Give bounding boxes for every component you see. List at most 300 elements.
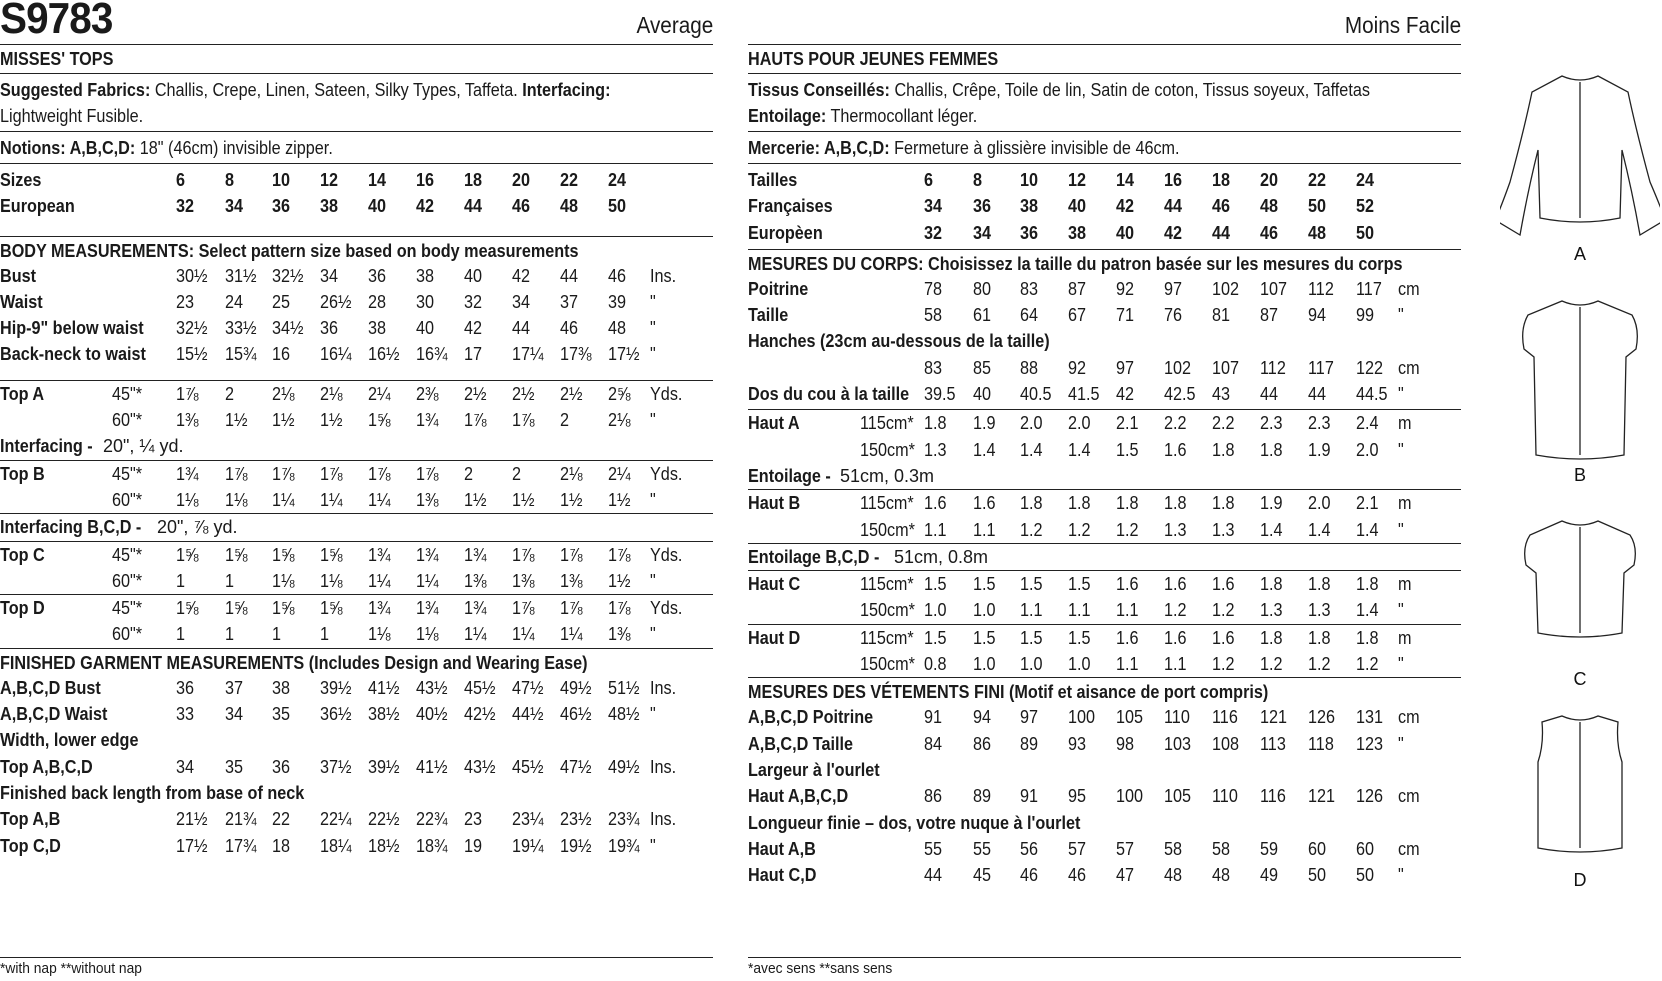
row-label: Top A,B,C,D [0,756,93,777]
size-value: 1.6 [1212,574,1235,595]
size-value: 1.0 [1020,654,1043,675]
yardage-block [748,571,1461,625]
size-value: 50 [1356,222,1375,243]
size-value: 1⅜ [512,570,535,591]
row-text: 51cm, 0.3m [840,465,935,486]
row-label: Sizes [0,170,42,190]
row-label: A,B,C,D Taille [748,733,854,754]
finished-measurements-fr [748,678,1461,888]
garment-title-en: MISSES' TOPS [0,49,114,69]
footnote-fr: *avec sens **sans sens [748,960,893,977]
french-column [748,0,1461,977]
view-label-d: D [1573,870,1587,890]
size-value: 1.8 [1356,627,1379,648]
size-value: 1.2 [1260,654,1283,675]
size-value: 1½ [320,410,343,431]
size-value: 93 [1068,733,1087,754]
english-column [0,0,713,977]
size-value: 1.4 [1356,600,1379,621]
size-value: 108 [1212,733,1240,754]
size-value: 1½ [608,489,631,510]
unit: " [650,624,656,645]
size-value: 1 [176,624,186,645]
body-measurements-fr [748,250,1461,410]
size-value: 1.8 [924,413,947,434]
size-value: 1⅞ [512,544,535,565]
size-value: 36 [320,318,339,339]
unit: m [1398,574,1412,595]
size-value: 1⅝ [320,544,343,565]
size-value: 36 [272,756,291,777]
size-value: 1¾ [416,544,439,565]
size-value: 58 [924,305,943,326]
unit: m [1398,413,1412,434]
size-value: 1.6 [1164,439,1187,460]
size-value: 1.5 [1068,574,1091,595]
size-value: 16 [416,170,435,190]
interfacing-line-fr: Entoilage: Thermocollant léger. [748,106,978,126]
size-value: 19¾ [608,835,640,856]
row-label: A,B,C,D Bust [0,677,101,698]
row-label: Width, lower edge [0,730,139,751]
size-value: 1.8 [1116,493,1139,514]
size-value: 2 [560,410,570,431]
size-value: 2¼ [608,463,631,484]
unit: cm [1398,278,1420,299]
yardage-row [748,490,1461,516]
size-value: 98 [1116,733,1135,754]
size-value: 24 [608,170,627,190]
size-value: 2⅛ [272,383,295,404]
garment-illustrations [1500,70,1660,950]
size-value: 1.2 [1068,519,1091,540]
size-value: 22 [560,170,579,190]
size-value: 1.6 [924,493,947,514]
size-value: 1⅜ [608,624,631,645]
size-value: 57 [1116,838,1135,859]
size-value: 36 [272,196,291,217]
size-value: 1⅜ [560,570,583,591]
size-value: 1.1 [1020,600,1043,621]
size-value: 45½ [464,677,496,698]
size-value: 1.8 [1260,439,1283,460]
size-value: 36 [1020,222,1039,243]
size-value: 1.1 [1116,600,1139,621]
finished-row [748,783,1461,809]
body-row [0,341,713,367]
row-label: Entoilage - [748,465,831,486]
size-value: 1.1 [924,519,947,540]
size-value: 89 [1020,733,1039,754]
size-value: 50 [1356,865,1375,886]
size-value: 112 [1308,278,1334,299]
size-value: 1½ [464,489,487,510]
size-value: 122 [1356,357,1384,378]
size-value: 1½ [560,489,583,510]
size-value: 1.4 [1356,519,1379,540]
row-label: Haut C [748,574,801,595]
body-row [0,263,713,289]
size-value: 1.8 [1308,574,1331,595]
unit: Ins. [650,809,677,830]
size-value: 1.9 [973,413,996,434]
size-value: 28 [368,291,387,312]
size-value: 1¼ [272,489,295,510]
size-value: 91 [924,707,943,728]
size-value: 100 [1068,707,1096,728]
size-value: 116 [1260,786,1286,807]
fabric-width: 150cm* [860,519,915,540]
size-value: 112 [1260,357,1286,378]
size-value: 43 [1212,384,1231,405]
size-value: 31½ [225,265,257,286]
size-value: 16 [1164,170,1183,190]
size-value: 59 [1260,838,1279,859]
size-value: 34 [176,756,195,777]
size-value: 118 [1308,733,1334,754]
yardage-block [748,625,1461,679]
size-value: 1⅛ [368,624,391,645]
size-value: 10 [272,170,291,190]
size-value: 44 [1260,384,1279,405]
size-value: 17¼ [512,344,544,365]
row-label: Top A [0,383,45,404]
size-value: 44 [1164,196,1183,217]
size-value: 46 [1260,222,1279,243]
size-value: 17⅜ [560,344,592,365]
size-row [748,167,1461,193]
size-value: 1.2 [1212,654,1235,675]
row-label: Waist [0,291,43,312]
size-value: 18¼ [320,835,352,856]
size-value: 56 [1020,838,1039,859]
fabrics-block-en [0,74,713,132]
size-value: 49½ [608,756,640,777]
fabric-width: 150cm* [860,439,915,460]
size-value: 34 [225,196,244,217]
yardage-row [0,542,713,568]
size-value: 36½ [320,704,352,725]
size-value: 1.2 [1356,654,1379,675]
unit: Ins. [650,677,677,698]
size-value: 55 [924,838,943,859]
size-value: 41.5 [1068,384,1100,405]
size-value: 42 [416,196,435,217]
size-value: 1⅞ [225,463,248,484]
row-label: European [0,196,75,217]
row-label: Top D [0,598,45,619]
size-value: 22 [272,809,291,830]
top-c-back-view-icon [1525,521,1636,689]
top-d-back-view-icon [1538,716,1622,890]
row-label: Haut D [748,627,801,648]
size-value: 76 [1164,305,1183,326]
size-value: 1¼ [368,489,391,510]
size-value: 46 [1020,865,1039,886]
size-value: 38½ [368,704,400,725]
size-value: 2.0 [1068,413,1091,434]
size-value: 45½ [512,756,544,777]
size-value: 42.5 [1164,384,1196,405]
unit: Yds. [650,463,683,484]
size-value: 24 [1356,170,1375,190]
size-row [0,167,713,193]
size-value: 46 [512,196,531,217]
size-value: 1¼ [368,570,391,591]
row-label: Tailles [748,170,798,190]
row-label: Longueur finie – dos, votre nuque à l'ourlet [748,812,1081,833]
fabric-width: 150cm* [860,654,915,675]
yardage-block [748,490,1461,544]
size-value: 94 [1308,305,1327,326]
size-value: 35 [272,704,291,725]
unit: " [1398,305,1404,326]
unit: cm [1398,838,1420,859]
size-value: 1.6 [1164,574,1187,595]
body-row [748,276,1461,302]
size-value: 46 [1068,865,1087,886]
top-b-back-view-icon [1523,301,1638,485]
size-value: 121 [1260,707,1288,728]
size-value: 1.5 [973,574,996,595]
size-value: 1 [225,570,235,591]
size-value: 1.5 [1020,574,1043,595]
finished-title-en: FINISHED GARMENT MEASUREMENTS (Includes Design and Wearing Ease) [0,652,588,673]
size-value: 123 [1356,733,1384,754]
size-value: 85 [973,357,992,378]
size-value: 19½ [560,835,592,856]
row-label: Top A,B [0,809,61,830]
size-value: 38 [1068,222,1087,243]
notions-line-en: Notions: A,B,C,D: 18" (46cm) invisible zipper. [0,138,333,158]
size-value: 1.9 [1260,493,1283,514]
unit: cm [1398,357,1420,378]
size-value: 15¾ [225,344,257,365]
body-row [748,355,1461,381]
row-label: Top C,D [0,835,61,856]
unit: Ins. [650,265,677,286]
size-value: 1.4 [1068,439,1091,460]
size-value: 19¼ [512,835,544,856]
size-row [748,193,1461,219]
unit: m [1398,627,1412,648]
yardage-row [0,381,713,407]
size-value: 110 [1164,707,1190,728]
size-value: 113 [1260,733,1286,754]
size-value: 1.3 [1308,600,1331,621]
size-value: 1⅝ [225,598,248,619]
header-fr [748,0,1461,45]
fabric-width: 150cm* [860,600,915,621]
size-value: 1⅞ [560,544,583,565]
size-value: 89 [973,786,992,807]
size-value: 6 [924,170,934,190]
size-value: 1.4 [1260,519,1283,540]
size-value: 126 [1308,707,1336,728]
size-value: 1.1 [1164,654,1187,675]
row-label: Bust [0,265,36,286]
size-value: 23¾ [608,809,640,830]
size-value: 32½ [176,318,208,339]
size-value: 1¾ [464,544,487,565]
size-value: 34 [320,265,339,286]
fabric-width: 115cm* [860,493,914,514]
size-value: 30½ [176,265,208,286]
fabric-width: 45"* [112,383,143,404]
size-value: 84 [924,733,943,754]
size-value: 107 [1212,357,1240,378]
unit: Yds. [650,544,683,565]
size-value: 1⅞ [608,598,631,619]
size-value: 1⅞ [368,463,391,484]
size-value: 36 [176,677,195,698]
size-value: 23 [176,291,195,312]
size-value: 40½ [416,704,448,725]
size-value: 55 [973,838,992,859]
size-value: 97 [1020,707,1039,728]
view-label-a: A [1573,244,1587,264]
yardage-row [748,517,1461,543]
row-label: Poitrine [748,278,809,299]
body-row [748,328,1461,354]
size-value: 86 [924,786,943,807]
row-label: Entoilage B,C,D - [748,546,880,567]
size-value: 23¼ [512,809,544,830]
unit: " [1398,600,1404,621]
finished-measurements-en [0,649,713,859]
size-value: 1.5 [1116,439,1139,460]
row-label: Top B [0,463,45,484]
row-label: Interfacing B,C,D - [0,517,142,538]
size-value: 1.8 [1260,627,1283,648]
unit: " [650,835,656,856]
size-value: 83 [1020,278,1039,299]
row-label: Top C [0,544,45,565]
size-value: 50 [1308,865,1327,886]
size-value: 38 [416,265,435,286]
size-value: 21½ [176,809,208,830]
fabrics-block-fr [748,74,1461,132]
size-value: 67 [1068,305,1087,326]
size-value: 2½ [464,383,487,404]
size-value: 40 [973,384,992,405]
unit: " [1398,384,1404,405]
finished-row [0,833,713,859]
size-value: 36 [973,196,992,217]
row-label: Interfacing - [0,436,93,457]
size-value: 44 [464,196,483,217]
finished-title-fr: MESURES DES VÉTEMENTS FINI (Motif et aisance de port compris) [748,682,1269,703]
size-value: 87 [1068,278,1087,299]
size-value: 30 [416,291,435,312]
size-value: 23 [464,809,483,830]
size-value: 80 [973,278,992,299]
size-value: 1.6 [1116,627,1139,648]
size-value: 1⅞ [320,463,343,484]
size-value: 16 [272,344,291,365]
size-value: 44 [560,265,579,286]
size-value: 1.6 [1212,627,1235,648]
size-value: 48 [560,196,579,217]
row-label: Françaises [748,196,833,217]
yardage-row [0,595,713,621]
size-value: 1¼ [464,624,487,645]
size-value: 34 [973,222,992,243]
fabric-width: 115cm* [860,413,914,434]
size-value: 48 [1260,196,1279,217]
yardage-row [0,487,713,513]
size-value: 22¾ [416,809,448,830]
notions-block-fr [748,132,1461,164]
size-value: 2⅝ [608,383,631,404]
size-value: 44 [1308,384,1327,405]
size-value: 46 [608,265,627,286]
size-value: 105 [1116,707,1144,728]
size-value: 21¾ [225,809,257,830]
size-value: 1.4 [1308,519,1331,540]
size-value: 1.5 [924,574,947,595]
size-value: 1.3 [924,439,947,460]
size-value: 10 [1020,170,1039,190]
size-value: 19 [464,835,483,856]
row-label: Haut A,B,C,D [748,786,849,807]
size-value: 44 [1212,222,1231,243]
finished-row [0,780,713,806]
size-value: 1.1 [1116,654,1139,675]
row-label: Hip-9" below waist [0,318,144,339]
fabric-width: 60"* [112,489,143,510]
fabric-width: 45"* [112,544,143,565]
fabrics-line-fr: Tissus Conseillés: Challis, Crêpe, Toile de lin, Satin de coton, Tissus soyeux, Taffetas [748,80,1370,100]
sizes-table-en [0,164,713,237]
size-value: 2⅛ [560,463,583,484]
size-value: 12 [320,170,339,190]
size-value: 17½ [176,835,208,856]
size-value: 22 [1308,170,1327,190]
header-en [0,0,713,45]
size-value: 37 [225,677,244,698]
size-value: 1.2 [1020,519,1043,540]
size-value: 34½ [272,318,304,339]
row-label: Haut A,B [748,838,816,859]
yardage-row [748,651,1461,677]
size-value: 1 [225,624,235,645]
size-value: 1.9 [1308,439,1331,460]
yardage-block [0,514,713,541]
size-value: 121 [1308,786,1336,807]
row-label: Taille [748,305,789,326]
size-value: 57 [1068,838,1087,859]
size-value: 1.6 [1116,574,1139,595]
size-value: 103 [1164,733,1192,754]
size-value: 97 [1164,278,1183,299]
finished-row [0,727,713,753]
size-value: 47½ [512,677,544,698]
size-value: 1⅞ [176,383,199,404]
row-label: Dos du cou à la taille [748,384,910,405]
interfacing-line-en: Lightweight Fusible. [0,106,144,126]
size-value: 94 [973,707,992,728]
size-value: 34 [924,196,943,217]
size-value: 42 [1164,222,1183,243]
size-value: 40 [416,318,435,339]
size-value: 61 [973,305,992,326]
size-value: 1⅝ [320,598,343,619]
size-value: 38 [368,318,387,339]
size-value: 1⅝ [368,410,391,431]
body-row [748,302,1461,328]
size-value: 1.5 [1068,627,1091,648]
